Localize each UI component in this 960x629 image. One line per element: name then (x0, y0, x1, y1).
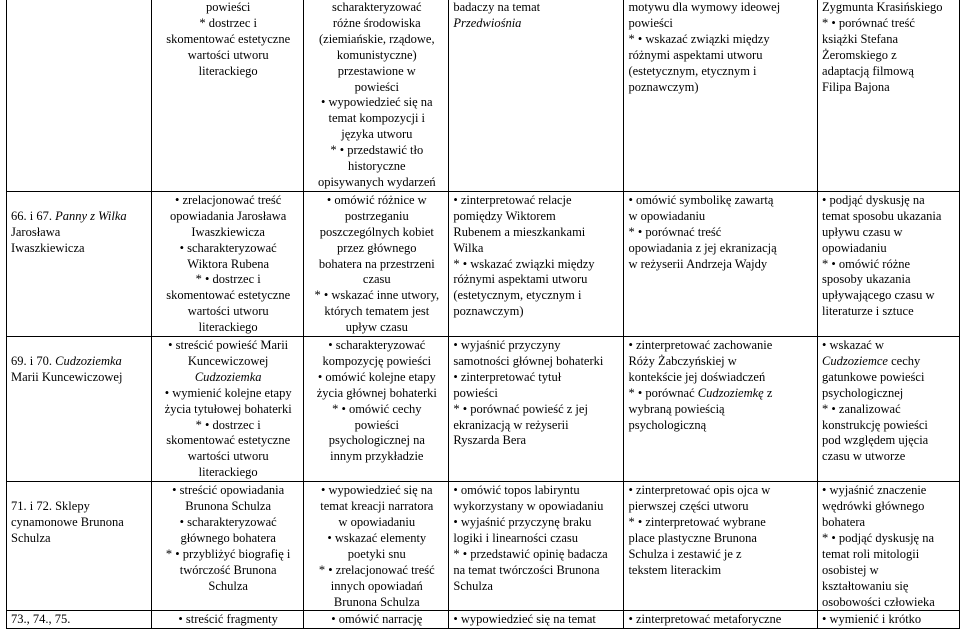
cell-b (304, 0, 449, 191)
lesson-row (7, 191, 960, 336)
cell-line: opowiadania z jej ekranizacją (628, 240, 777, 255)
cell-line: wartości utworu (187, 47, 269, 62)
cell-b (304, 482, 449, 611)
cell-a (152, 0, 304, 191)
cell-line: literaturze i sztuce (822, 304, 914, 319)
lesson-row (7, 337, 960, 482)
cell-lesson (7, 191, 152, 336)
cell-line: wartości utworu (187, 449, 269, 464)
cell-line: Schulza (453, 578, 493, 593)
cell-line: Brunona Schulza (185, 499, 272, 514)
cell-line: Schulza (208, 578, 248, 593)
cell-line: powieści (205, 0, 251, 14)
cell-line: których tematem jest (324, 304, 430, 319)
cell-e (818, 611, 960, 629)
cell-c (449, 191, 624, 336)
cell-line: * • porównać treść (822, 15, 915, 30)
cell-line: tekstem literackim (628, 562, 722, 577)
cell-line: • omówić kolejne etapy (317, 369, 436, 384)
cell-line: • wyjaśnić przyczyny (453, 338, 561, 353)
cell-line: (ziemiańskie, rządowe, (319, 31, 435, 46)
cell-line: Żeromskiego z (822, 47, 897, 62)
cell-line: • wyjaśnić przyczynę braku (453, 515, 592, 529)
cell-line: * dostrzec i (199, 15, 257, 30)
cell-line: Ryszarda Bera (453, 433, 527, 448)
cell-line: Schulza i zestawić je z (628, 546, 742, 561)
cell-lesson (7, 337, 152, 482)
cell-line: życia głównej bohaterki (316, 385, 437, 400)
cell-a (152, 191, 304, 336)
cell-line: • streścić powieść Marii (168, 338, 289, 353)
cell-line: * • porównać treść (628, 224, 722, 239)
cell-line: 73., 74., 75. (11, 612, 71, 627)
cell-line: • zinterpretować metaforyczne (628, 612, 782, 627)
cell-line: różne środowiska (332, 15, 421, 30)
cell-line: głównego bohatera (180, 530, 276, 545)
cell-line: logiki i linearności czasu (453, 530, 578, 545)
cell-line: na temat twórczości Brunona (453, 562, 600, 577)
cell-line: w opowiadaniu (338, 515, 416, 529)
cell-line: place plastyczne Brunona (628, 530, 757, 545)
cell-line: • streścić fragmenty (178, 612, 278, 627)
cell-line: * • omówić cechy (332, 401, 422, 416)
cell-line: (estetycznym, etycznym i (453, 288, 582, 303)
cell-line: * • wskazać związki między (628, 31, 770, 46)
cell-line: opisywanych wydarzeń (317, 174, 436, 189)
cell-lesson (7, 0, 152, 191)
cell-line: • wskazać elementy (327, 530, 427, 545)
cell-line: psychologiczną (628, 417, 707, 432)
cell-line: samotności głównej bohaterki (453, 353, 604, 368)
cell-line: motywu dla wymowy ideowej (628, 0, 781, 14)
cell-a (152, 611, 304, 629)
cell-line: osobistej w (822, 562, 879, 577)
cell-line: * • zinterpretować wybrane (628, 515, 766, 529)
cell-line: opowiadaniu (822, 240, 887, 255)
cell-b (304, 191, 449, 336)
cell-line: czasu (362, 272, 391, 287)
cell-line: scharakteryzować (332, 0, 422, 14)
cell-line: * • dostrzec i (195, 272, 261, 287)
lesson-row-partial (7, 611, 960, 629)
cell-line: cynamonowe Brunona (11, 514, 124, 529)
cell-line: • omówić różnice w (326, 192, 427, 207)
cell-d (624, 611, 818, 629)
cell-line: kształtowaniu się (822, 578, 909, 593)
cell-line: pierwszej części utworu (628, 499, 749, 514)
cell-line: psychologicznej na (328, 433, 425, 448)
cell-line: Rubenem a mieszkankami (453, 224, 586, 239)
cell-line: powieści (354, 417, 400, 432)
cell-line: Wiktora Rubena (187, 256, 270, 271)
cell-line: pod względem ujęcia (822, 433, 929, 448)
cell-line: * • przedstawić tło (330, 143, 424, 158)
cell-line: różnymi aspektami utworu (628, 47, 763, 62)
cell-line: w reżyserii Andrzeja Wajdy (628, 256, 768, 271)
cell-line: wykorzystany w opowiadaniu (453, 499, 604, 514)
cell-d (624, 337, 818, 482)
cell-line: twórczość Brunona (179, 562, 277, 577)
cell-line: w opowiadaniu (628, 208, 706, 223)
cell-line: • wskazać w (822, 338, 885, 353)
cell-a (152, 482, 304, 611)
cell-line: literackiego (198, 320, 258, 335)
cell-line: ekranizacją w reżyserii (453, 417, 569, 432)
cell-line: Iwaszkiewicza (11, 240, 85, 255)
cell-line: adaptacją filmową (822, 63, 914, 78)
cell-line: poznawczym) (628, 79, 699, 94)
cell-line: Kuncewiczowej (187, 353, 269, 368)
cell-line: życia tytułowej bohaterki (164, 401, 292, 416)
lesson-row (7, 0, 960, 191)
cell-lesson (7, 611, 152, 629)
cell-line: innym przykładzie (330, 449, 424, 464)
cell-line: upływającego czasu w (822, 288, 935, 303)
cell-line: 69. i 70. Cudzoziemka (11, 353, 122, 368)
cell-line: powieści (453, 385, 498, 400)
cell-line: czasu w utworze (822, 449, 906, 464)
cell-lesson (7, 482, 152, 611)
cell-a (152, 337, 304, 482)
cell-d (624, 191, 818, 336)
cell-line: * • wskazać związki między (453, 256, 595, 271)
cell-line: skomentować estetyczne (166, 288, 291, 303)
cell-line: • zinterpretować tytuł (453, 369, 562, 384)
cell-line: * • omówić różne (822, 256, 911, 271)
cell-line: kontekście jej doświadczeń (628, 369, 766, 384)
cell-line: • wypowiedzieć się na (320, 95, 433, 110)
cell-line: • zinterpretować relacje (453, 192, 572, 207)
cell-line: * • podjąć dyskusję na (822, 530, 935, 545)
cell-line: literackiego (198, 63, 258, 78)
cell-line: historyczne (347, 159, 406, 174)
cell-line: * • porównać powieść z jej (453, 401, 588, 416)
cell-line: upływu czasu w (822, 224, 903, 239)
cell-line: • zrelacjonować treść (174, 192, 282, 207)
cell-line: • scharakteryzować (179, 515, 277, 529)
cell-e (818, 0, 960, 191)
lesson-plan-table (6, 0, 960, 629)
cell-line: • wypowiedzieć się na temat (453, 612, 596, 627)
cell-line: poszczególnych kobiet (319, 224, 434, 239)
cell-line: bohatera (822, 515, 866, 529)
cell-line: Marii Kuncewiczowej (11, 369, 123, 384)
cell-line: temat kompozycji i (328, 111, 426, 126)
cell-line: powieści (628, 15, 673, 30)
cell-line: (estetycznym, etycznym i (628, 63, 757, 78)
cell-line: Wilka (453, 240, 484, 255)
cell-line: * • dostrzec i (195, 417, 261, 432)
cell-line: * • przedstawić opinię badacza (453, 546, 608, 561)
cell-line: poetyki snu (347, 546, 406, 561)
cell-line: bohatera na przestrzeni (318, 256, 435, 271)
cell-line: książki Stefana (822, 31, 899, 46)
cell-line: Cudzoziemce cechy (822, 353, 921, 368)
cell-line: opowiadania Jarosława (170, 208, 287, 223)
cell-line: * • przybliżyć biografię i (165, 546, 291, 561)
cell-line: * • porównać Cudzoziemkę z (628, 385, 773, 400)
cell-line: Jarosława (11, 224, 61, 239)
cell-line: Iwaszkiewicza (191, 224, 265, 239)
cell-line: badaczy na temat (453, 0, 541, 14)
cell-line: • wymienić kolejne etapy (164, 385, 292, 400)
cell-line: innych opowiadań (330, 578, 423, 593)
cell-line: wartości utworu (187, 304, 269, 319)
lesson-row (7, 482, 960, 611)
cell-line: Brunona Schulza (333, 594, 420, 609)
cell-line: różnymi aspektami utworu (453, 272, 588, 287)
cell-line: temat sposobu ukazania (822, 208, 942, 223)
cell-c (449, 482, 624, 611)
cell-line: literackiego (198, 465, 258, 480)
cell-line: wybraną powieścią (628, 401, 725, 416)
cell-line: 71. i 72. Sklepy (11, 499, 90, 514)
cell-line: Zygmunta Krasińskiego (822, 0, 943, 14)
cell-d (624, 482, 818, 611)
cell-line: Róży Żabczyńskiej w (628, 353, 737, 368)
cell-line: Schulza (11, 530, 51, 545)
cell-line: konstrukcję powieści (822, 417, 928, 432)
cell-c (449, 337, 624, 482)
cell-line: kompozycję powieści (322, 353, 432, 368)
cell-b (304, 611, 449, 629)
cell-line: • omówić narrację (331, 612, 423, 627)
cell-line: pomiędzy Wiktorem (453, 208, 556, 223)
cell-e (818, 482, 960, 611)
cell-line: • scharakteryzować (328, 338, 426, 353)
cell-line: upływ czasu (345, 320, 408, 335)
cell-line: postrzeganiu (344, 208, 409, 223)
cell-line: temat kreacji narratora (320, 499, 434, 514)
cell-line: • omówić symbolikę zawartą (628, 192, 774, 207)
cell-line: sposoby ukazania (822, 272, 911, 287)
cell-line: • podjąć dyskusję na (822, 192, 925, 207)
cell-line: Filipa Bajona (822, 79, 890, 94)
cell-c (449, 0, 624, 191)
cell-line: wędrówki głównego (822, 499, 925, 514)
cell-line: przez głównego (337, 240, 417, 255)
cell-line: Cudzoziemka (194, 369, 262, 384)
cell-line: • streścić opowiadania (172, 483, 285, 498)
cell-line: komunistyczne) (336, 47, 417, 62)
cell-line: • wypowiedzieć się na (320, 483, 433, 498)
cell-line: poznawczym) (453, 304, 524, 319)
cell-d (624, 0, 818, 191)
cell-line: 66. i 67. Panny z Wilka (11, 208, 127, 223)
cell-line: powieści (354, 79, 400, 94)
cell-c (449, 611, 624, 629)
cell-line: przestawione w (337, 63, 416, 78)
cell-line: * • zrelacjonować treść (318, 562, 435, 577)
cell-line: • wymienić i krótko (822, 612, 922, 627)
cell-e (818, 337, 960, 482)
cell-line: języka utworu (341, 127, 413, 142)
cell-line: • wyjaśnić znaczenie (822, 483, 927, 498)
cell-line: • zinterpretować opis ojca w (628, 483, 771, 498)
cell-line: temat roli mitologii (822, 546, 920, 561)
cell-line: * • wskazać inne utwory, (314, 288, 440, 303)
cell-e (818, 191, 960, 336)
cell-line: skomentować estetyczne (166, 31, 291, 46)
cell-line: osobowości człowieka (822, 594, 935, 609)
cell-line: psychologicznej (822, 385, 904, 400)
cell-b (304, 337, 449, 482)
cell-line: • zinterpretować zachowanie (628, 338, 773, 353)
cell-line: * • zanalizować (822, 401, 901, 416)
cell-line: skomentować estetyczne (166, 433, 291, 448)
cell-line: Przedwiośnia (453, 15, 522, 30)
cell-line: • omówić topos labiryntu (453, 483, 580, 498)
cell-line: gatunkowe powieści (822, 369, 925, 384)
cell-line: • scharakteryzować (179, 240, 277, 255)
